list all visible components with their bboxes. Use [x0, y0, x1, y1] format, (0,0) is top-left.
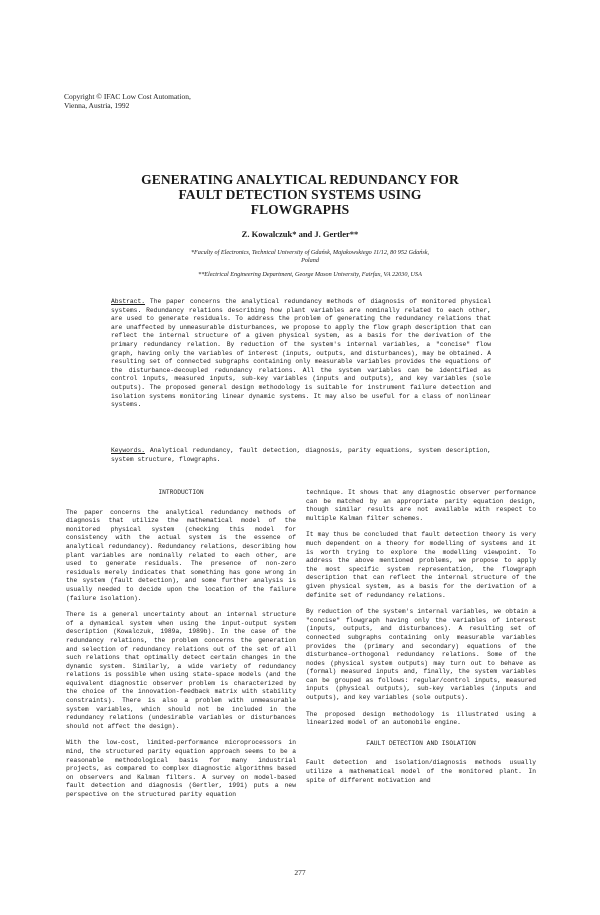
authors: Z. Kowalczuk* and J. Gertler**	[241, 229, 359, 239]
page-number: 277	[294, 868, 306, 877]
keywords-label: Keywords.	[111, 447, 146, 454]
paper-title	[140, 172, 460, 217]
left-paragraph-1: The paper concerns the analytical redundancy methods of diagnosis that utilize the mathematical model of the monitored physical system (checking this model for consistency with the actual system is the essence of analytical redundancy). Redundancy relations, describing how plant variables are nominally related to each other, are used to generate residuals. The presence of non-zero residuals merely indicates that something has gone wrong in the system (fault detection), and some further analysis is usually needed to decide upon the location of the failure (failure isolation).	[66, 508, 296, 602]
abstract-text: The paper concerns the analytical redundancy methods of diagnosis of monitored physical systems. Redundancy relations describing how plant variables are nominally related to each other, are used to generate residuals. To address the problem of generating the redundancy relations that are unaffected by unmeasurable disturbances, we propose to apply the flow graph description that can reflect the internal structure of a given physical system, as a basis for the derivation of the primary redundancy relation. By reduction of the system's internal variables, a "concise" flow graph, having only the variables of interest (inputs, outputs, and disturbances), may be obtained. A resulting set of connected subgraphs containing only measurable variables provides the equations of the disturbance-decoupled redundancy relations. All the system variables can be identified as control inputs, measured inputs, sub-key variables (inputs and outputs), and key variables (sole outputs). The proposed general design methodology is suitable for instrument failure detection and isolation systems monitoring linear dynamic systems. It may also be useful for a class of nonlinear systems.	[111, 298, 491, 409]
right-paragraph-3: By reduction of the system's internal variables, we obtain a "concise" flowgraph having only the variables of interest (inputs, outputs, and disturbances). A resulting set of connected subgraphs containing only measurable variables provides the (primary and secondary) equations of the disturbance-orthogonal redundancy relations. Some of the nodes (physical system outputs) may turn out to behave as (formal) measured inputs and, finally, the system variables can be grouped as follows: regular/control inputs, measured inputs (physical outputs), sub-key variables (inputs and outputs), and key variables (sole outputs).	[306, 608, 536, 702]
abstract	[111, 298, 491, 410]
affiliation-2: **Electrical Engineering Department, George Mason University, Fairfax, VA 22030, USA	[198, 271, 422, 278]
right-paragraph-1: technique. It shows that any diagnostic observer performance can be matched by an appropriate parity equation design, though similar results are not available with respect to multiple Kalman filter schemes.	[306, 489, 536, 522]
introduction-heading: INTRODUCTION	[158, 489, 204, 496]
title-line-1: GENERATING ANALYTICAL REDUNDANCY FOR	[141, 172, 459, 187]
right-paragraph-2: It may thus be concluded that fault detection theory is very much dependent on a theory for modelling of systems and it is worth trying to explore the modelling viewpoint. To address the above mentioned problems, we propose to apply the most specific system representation, the flowgraph description that can reflect the internal structure of the given physical system, as a basis for the derivation of a definite set of redundancy relations.	[306, 531, 536, 599]
abstract-label: Abstract.	[111, 298, 146, 305]
copyright-notice	[64, 92, 191, 110]
copyright-line-1: Copyright © IFAC Low Cost Automation,	[64, 92, 191, 101]
affiliation-1	[120, 249, 500, 265]
fdi-heading: FAULT DETECTION AND ISOLATION	[366, 739, 476, 747]
keywords	[111, 447, 491, 464]
left-column	[66, 489, 296, 808]
title-line-3: FLOWGRAPHS	[250, 202, 350, 217]
keywords-text: Analytical redundancy, fault detection, diagnosis, parity equations, system description, system structure, flowgraphs.	[111, 447, 492, 463]
right-paragraph-4: The proposed design methodology is illustrated using a linearized model of an automobile engine.	[306, 710, 536, 727]
affiliation-1-line-1: *Faculty of Electronics, Technical University of Gdańsk, Majakowskiego 11/12, 80 952 Gdańsk,	[190, 249, 430, 256]
left-paragraph-2: There is a general uncertainty about an internal structure of a dynamical system when using the input-output system description (Kowalczuk, 1989a, 1989b). In the case of the redundancy relations, the problem concerns the generation and selection of redundancy relations out of the set of all such relations that optimally detect certain changes in the dynamic system. Similarly, a wide variety of redundancy relations is possible when using state-space models (and the equivalent diagnostic observer problem is characterized by the choice of the innovation-feedback matrix with stability constraints). There is also a problem with unmeasurable system variables, which should not be included in the redundancy relations (undesirable variables or disturbances should not affect the design).	[66, 611, 296, 730]
right-paragraph-5: Fault detection and isolation/diagnosis methods usually utilize a mathematical model of the monitored plant. In spite of different motivation and	[306, 759, 536, 784]
right-column	[306, 489, 536, 793]
title-line-2: FAULT DETECTION SYSTEMS USING	[178, 187, 422, 202]
copyright-line-2: Vienna, Austria, 1992	[64, 101, 130, 110]
affiliation-1-line-2: Poland	[301, 257, 319, 264]
left-paragraph-3: With the low-cost, limited-performance microprocessors in mind, the structured parity equation approach seems to be a reasonable methodological basis for many industrial projects, as compared to complex diagnostic algorithms based on observers and Kalman filters. A survey on model-based fault detection and diagnosis (Gertler, 1991) puts a new perspective on the structured parity equation	[66, 739, 296, 798]
